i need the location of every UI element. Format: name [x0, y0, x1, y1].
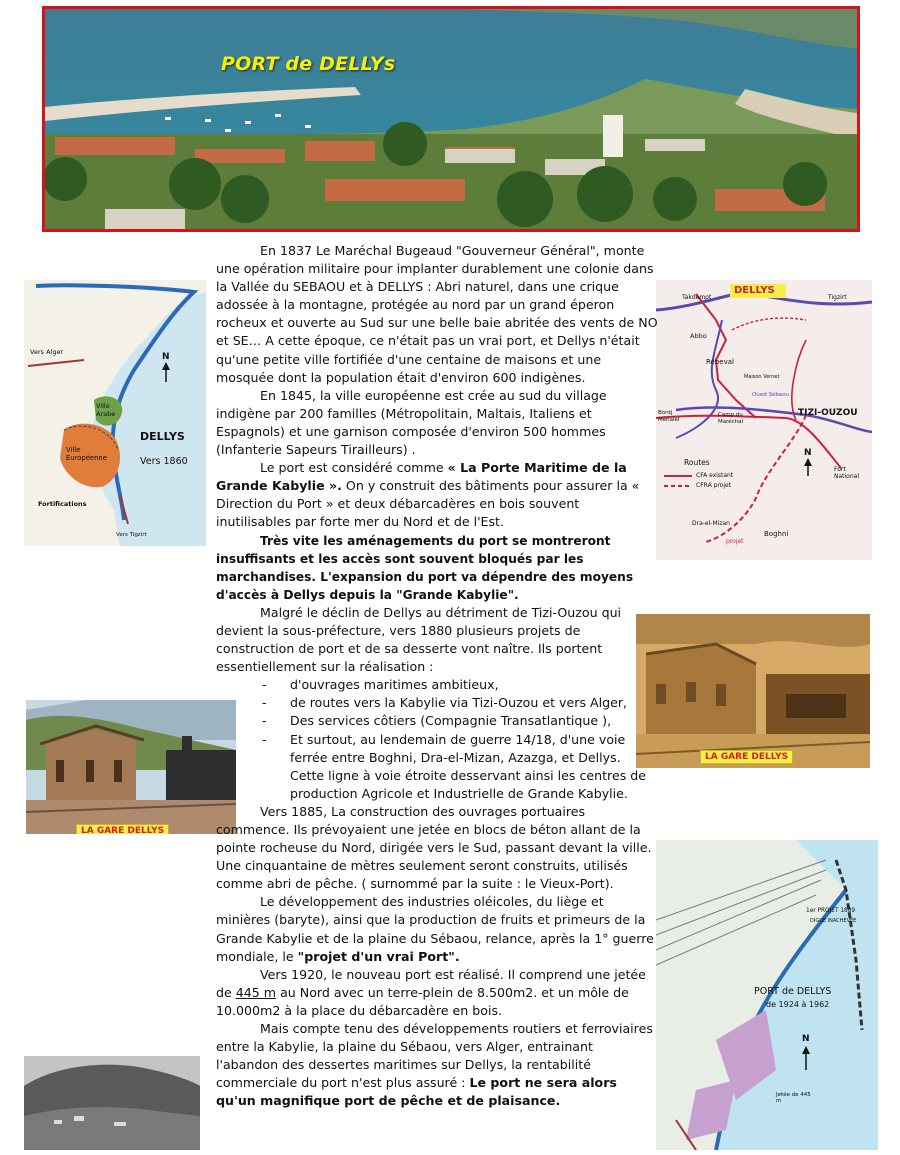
map1860-label-tigzirt: Vers Tigzirt	[116, 532, 147, 538]
routes-north: N	[804, 448, 812, 458]
routes-legend-item-2: CFRA projet	[696, 482, 732, 489]
paragraph-3-a: Le port est considéré comme	[260, 460, 448, 476]
routes-town-maison-vernet: Maison Vernet	[744, 374, 780, 380]
paragraph-9	[216, 1020, 658, 1110]
banner-photo	[42, 6, 860, 232]
port-map-north: N	[802, 1034, 810, 1044]
gare-color-image	[26, 700, 236, 834]
port-map-digue: DIGUE INACHEVÉE	[810, 918, 857, 924]
paragraph-3-c: On y construit des bâtiments pour assurer la « Direction du Port » et deux débarcadères en bois souvent inutilisables par forte mer du Nord et de l'Est.	[216, 478, 640, 530]
banner-title: PORT de DELLYs	[221, 53, 396, 75]
gare-caption-left: LA GARE DELLYS	[76, 824, 169, 834]
map-dellys-1860	[24, 280, 206, 546]
map1860-label-euro: Ville Européenne	[66, 446, 107, 462]
routes-legend-title: Routes	[684, 458, 710, 467]
map1860-label-fort: Fortifications	[38, 500, 87, 508]
paragraph-3-b: « La Porte Maritime de la Grande Kabylie ».	[216, 460, 627, 494]
paragraph-8-b: 445 m	[235, 984, 277, 1000]
article-text	[216, 242, 658, 1111]
map-port-1924-1962	[656, 840, 878, 1150]
bullet-item: - de routes vers la Kabylie via Tizi-Ouzou et vers Alger,	[262, 695, 628, 711]
map-routes-kabylie	[656, 280, 872, 560]
bullet-list	[216, 676, 658, 803]
paragraph-3	[216, 459, 658, 531]
map1860-title: DELLYS	[140, 430, 185, 443]
paragraph-6: Vers 1885, La construction des ouvrages portuaires commence. Ils prévoyaient une jetée en blocs de béton allant de la pointe rocheuse du Nord, dirigée vers le Sud, passant devant la ville. Une cinquantaine de mètres seulement seront construits, utilisés comme abri de pêche. ( surnommé par la suite : le Vieux-Port).	[216, 803, 652, 892]
routes-town-tigzirt: Tigzirt	[828, 294, 847, 301]
bullet-item: - Et surtout, au lendemain de guerre 14/18, d'une voie ferrée entre Boghni, Dra-el-Mizan, Azazga, et Dellys. Cette ligne à voie étroite desservant ainsi les centres de production Agricole et Industrielle de Grande Kabylie.	[262, 731, 647, 801]
map1860-label-arabe: Ville Arabe	[96, 402, 116, 418]
bullet-item: - Des services côtiers (Compagnie Transatlantique ),	[262, 713, 612, 729]
port-map-title-1: PORT de DELLYS	[754, 986, 832, 997]
paragraph-7-a: Le développement des industries oléicoles, du liège et minières (baryte), ainsi que la production de fruits et primeurs de la Grande Kabylie et de la plaine du Sébaou, relance, après la 1° guerre mondiale, le	[216, 894, 654, 964]
map1860-subtitle: Vers 1860	[140, 456, 188, 467]
routes-town-camp-marechal: Camp du Maréchal	[718, 412, 744, 425]
map1860-label-alger: Vers Alger	[30, 348, 64, 356]
routes-town-tizi-ouzou: TIZI-OUZOU	[798, 408, 858, 418]
routes-town-bordj-menaiel: Bordj Ménaïel	[658, 410, 680, 423]
routes-town-fort-national: Fort National	[834, 466, 860, 480]
photo-dellys-hill	[24, 1056, 200, 1150]
paragraph-1: En 1837 Le Maréchal Bugeaud "Gouverneur Général", monte une opération militaire pour implanter durablement une colonie dans la Vallée du SEBAOU et à DELLYS : Abri naturel, dans une crique adossée à la montagne, protégée au nord par un grand éperon rocheux et ouverte au Sud sur une belle baie abritée des vents de NO et SE… A cette époque, ce n'était pas un vrai port, et Dellys n'était qu'une petite ville fortifiée d'une centaine de maisons et une mosquée dont la population était d'environ 600 indigènes.	[216, 243, 658, 385]
routes-town-abbo: Abbo	[690, 332, 707, 340]
routes-map-title: DELLYS	[734, 285, 775, 296]
paragraph-5: Malgré le déclin de Dellys au détriment de Tizi-Ouzou qui devient la sous-préfecture, vers 1880 plusieurs projets de construction de port et de sa desserte vont naître. Ils portent essentiellement sur la réalisation :	[216, 604, 622, 675]
port-map-title-2: de 1924 à 1962	[766, 1000, 830, 1009]
gare-sepia-image	[636, 614, 870, 768]
routes-projet-label: projet	[726, 538, 744, 545]
paragraph-2: En 1845, la ville européenne est crée au sud du village indigène par 200 familles (Métropolitain, Maltais, Italiens et Espagnols) et une garnison composée d'environ 500 hommes (Infanterie Sapeurs Tirailleurs) .	[216, 387, 607, 458]
paragraph-7-b: "projet d'un vrai Port".	[297, 948, 460, 964]
routes-town-oued-sebaou: Oued Sébaou	[752, 392, 790, 398]
paragraph-7	[216, 893, 658, 965]
routes-legend-item-1: CFA existant	[696, 472, 734, 479]
dellys-hill-image	[24, 1056, 200, 1150]
routes-town-boghni: Boghni	[764, 530, 789, 538]
paragraph-9-b: Le port ne sera alors qu'un magnifique port de pêche et de plaisance.	[216, 1075, 617, 1109]
map1860-north: N	[162, 352, 170, 362]
port-panorama-image	[45, 9, 857, 229]
routes-town-rebeval: Rébeval	[706, 358, 734, 366]
photo-gare-sepia	[636, 614, 870, 768]
routes-town-takdempt: Takdempt	[682, 294, 712, 301]
paragraph-9-a: Mais compte tenu des développements routiers et ferroviaires entre la Kabylie, la plaine du Sébaou, vers Alger, entrainant l'abandon des dessertes maritimes sur Dellys, la rentabilité commerciale du port n'est plus assuré :	[216, 1021, 653, 1091]
routes-town-dra-el-mizan: Dra-el-Mizan	[692, 520, 730, 527]
paragraph-4: Très vite les aménagements du port se montreront insuffisants et les accès sont souvent bloqués par les marchandises. L'expansion du port va dépendre des moyens d'accès à Dellys depuis la "Grande Kabylie".	[216, 533, 634, 602]
port-map-jetee: Jetée de 445 m	[776, 1092, 811, 1104]
port-map-projet: 1er PROJET 1889	[806, 908, 856, 914]
bullet-item: - d'ouvrages maritimes ambitieux,	[262, 677, 499, 693]
paragraph-8-c: au Nord avec un terre-plein de 8.500m2. et un môle de 10.000m2 à la place du débarcadère en bois.	[216, 984, 629, 1018]
paragraph-8-a: Vers 1920, le nouveau port est réalisé. Il comprend une jetée de	[216, 966, 646, 1000]
photo-gare-color	[26, 700, 236, 834]
gare-caption-right: LA GARE DELLYS	[700, 750, 793, 764]
paragraph-8	[216, 966, 658, 1020]
